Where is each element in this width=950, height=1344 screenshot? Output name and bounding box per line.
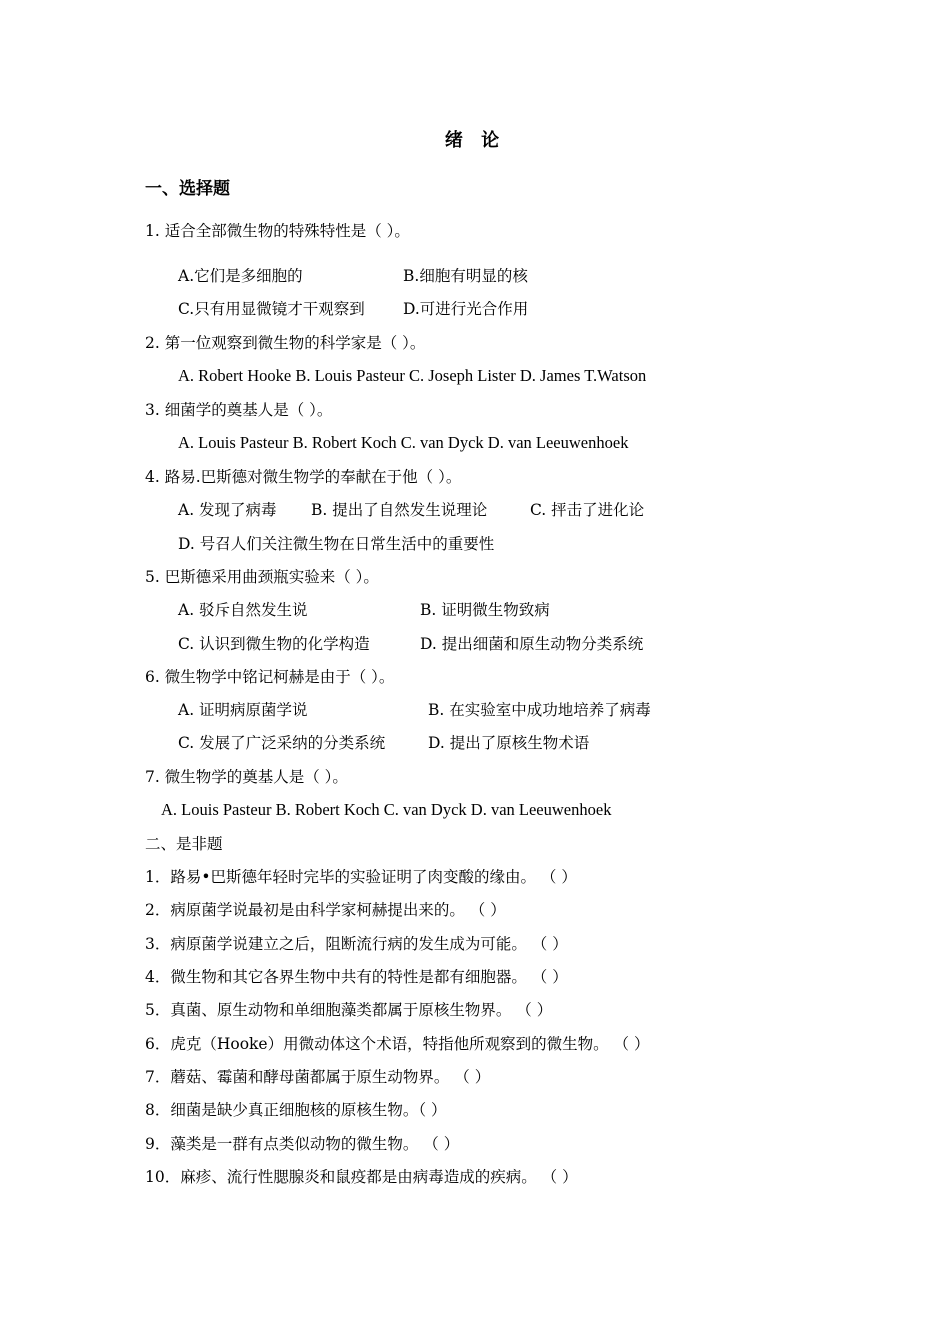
question-stem: 7. 微生物学的奠基人是（ ）。 [145,768,348,786]
option-b: B. 提出了自然发生说理论 [311,501,488,519]
true-false-item: 10．麻疹、流行性腮腺炎和鼠疫都是由病毒造成的疾病。 （ ） [145,1168,578,1186]
option-c: C. 抨击了进化论 [530,501,645,519]
option-b: B.细胞有明显的核 [403,267,528,285]
true-false-item: 5．真菌、原生动物和单细胞藻类都属于原核生物界。 （ ） [145,1001,553,1019]
true-false-item: 8．细菌是缺少真正细胞核的原核生物。（ ） [145,1101,447,1119]
question-stem: 1. 适合全部微生物的特殊特性是（ ）。 [145,222,410,240]
true-false-item: 1．路易•巴斯德年轻时完毕的实验证明了肉变酸的缘由。 （ ） [145,868,577,886]
option-a: A. 证明病原菌学说 [178,701,308,719]
option-c: C. 发展了广泛采纳的分类系统 [178,734,386,752]
true-false-item: 7．蘑菇、霉菌和酵母菌都属于原生动物界。 （ ） [145,1068,491,1086]
page-title: 绪 论 [444,130,506,151]
question-stem: 3. 细菌学的奠基人是（ ）。 [145,401,333,419]
question-stem: 6. 微生物学中铭记柯赫是由于（ ）。 [145,668,395,686]
option-d: D.可进行光合作用 [403,300,529,318]
option-a: A. 驳斥自然发生说 [178,601,308,619]
option-d: D. 提出细菌和原生动物分类系统 [420,635,644,653]
question-stem: 5. 巴斯德采用曲颈瓶实验来（ ）。 [145,568,379,586]
option-a: A.它们是多细胞的 [178,267,303,285]
options-line: A. Louis Pasteur B. Robert Koch C. van Dyck D. van Leeuwenhoek [178,433,629,452]
true-false-item: 4．微生物和其它各界生物中共有的特性是都有细胞器。 （ ） [145,968,568,986]
question-stem: 4. 路易.巴斯德对微生物学的奉献在于他（ ）。 [145,468,462,486]
true-false-item: 3．病原菌学说建立之后，阻断流行病的发生成为可能。 （ ） [145,935,568,953]
question-stem: 2. 第一位观察到微生物的科学家是（ ）。 [145,334,426,352]
true-false-item: 9．藻类是一群有点类似动物的微生物。 （ ） [145,1135,460,1153]
option-b: B. 证明微生物致病 [420,601,550,619]
true-false-item: 2．病原菌学说最初是由科学家柯赫提出来的。 （ ） [145,901,506,919]
option-d: D. 提出了原核生物术语 [428,734,590,752]
section-heading-multiple-choice: 一、选择题 [145,179,230,199]
option-a: A. 发现了病毒 [178,501,277,519]
options-line: A. Louis Pasteur B. Robert Koch C. van Dyck D. van Leeuwenhoek [161,800,612,819]
option-b: B. 在实验室中成功地培养了病毒 [428,701,651,719]
options-line: A. Robert Hooke B. Louis Pasteur C. Joseph Lister D. James T.Watson [178,366,647,385]
option-c: C. 认识到微生物的化学构造 [178,635,370,653]
option-c: C.只有用显微镜才干观察到 [178,300,365,318]
option-d: D. 号召人们关注微生物在日常生活中的重要性 [178,535,495,553]
section-heading-true-false: 二、是非题 [145,835,223,853]
true-false-item: 6．虎克（Hooke）用微动体这个术语，特指他所观察到的微生物。 （ ） [145,1035,650,1053]
